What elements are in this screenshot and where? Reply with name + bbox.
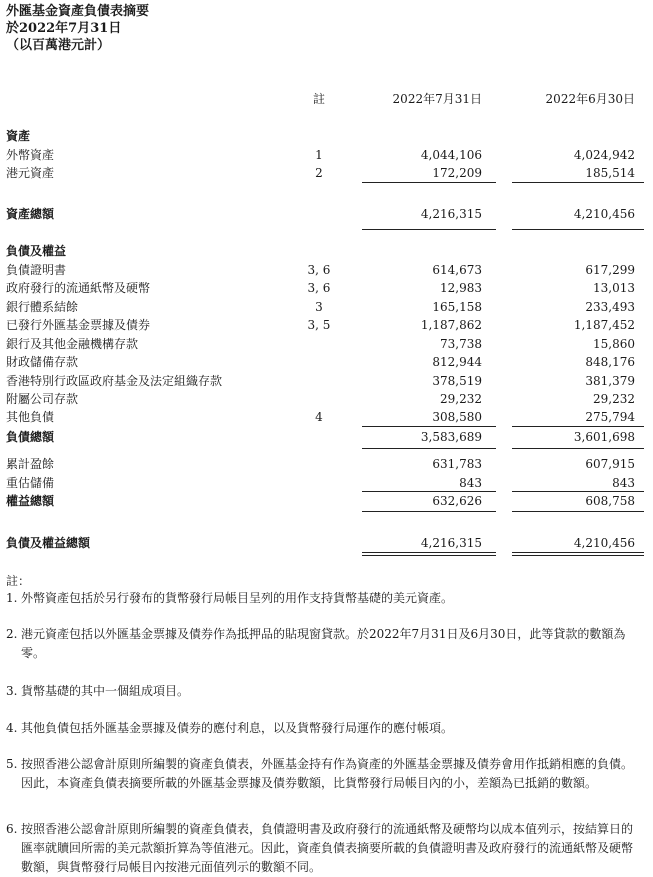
liability-row-current: 12,983 [440,281,482,295]
liabilities-total-rule [362,448,496,449]
asset-row-current: 172,209 [432,166,482,180]
asset-row-previous: 185,514 [585,166,635,180]
liabilities-total-label: 負債總額 [6,430,55,444]
assets-subtotal-rule [362,182,496,183]
grand-total-double-rule [512,555,644,556]
footnote-text: 貨幣基礎的其中一個組成項目。 [21,684,190,698]
equity-row-previous: 843 [612,476,635,490]
grand-total-current: 4,216,315 [420,536,482,550]
footnote-item [6,755,640,793]
liability-row-label: 銀行體系結餘 [6,300,79,314]
liability-row-note: 4 [315,410,323,424]
equity-row-current: 843 [459,476,482,490]
footnote-number: 2. [6,627,18,641]
liability-row-current: 308,580 [432,410,482,424]
assets-total-current: 4,216,315 [420,207,482,221]
footnote-item [6,719,640,738]
footnote-text: 港元資產包括以外匯基金票據及債券作為抵押品的貼現窗貸款。於2022年7月31日及6月30日，此等貸款的數額為零。 [21,627,626,660]
liability-row-current: 1,187,862 [420,318,482,332]
equity-total-previous: 608,758 [585,494,635,508]
liability-row-label: 銀行及其他金融機構存款 [6,337,139,351]
footnote-item [6,625,640,663]
grand-total-previous: 4,210,456 [573,536,635,550]
liability-row-previous: 15,860 [593,337,635,351]
footnote-item [6,682,640,701]
grand-total-double-rule [362,552,496,553]
grand-total-double-rule [362,555,496,556]
equity-subtotal-rule [362,491,496,492]
liability-row-current: 165,158 [432,300,482,314]
footnote-text: 外幣資產包括於另行發布的貨幣發行局帳目呈列的用作支持貨幣基礎的美元資產。 [21,591,454,605]
footnote-number: 1. [6,591,18,605]
asset-row-previous: 4,024,942 [573,148,635,162]
equity-row-current: 631,783 [432,457,482,471]
column-current-header: 2022年7月31日 [392,92,482,106]
liability-row-previous: 1,187,452 [573,318,635,332]
liability-row-label: 附屬公司存款 [6,392,79,406]
liabilities-subtotal-rule [512,426,644,427]
equity-total-label: 權益總額 [6,494,55,508]
liability-row-current: 29,232 [440,392,482,406]
assets-subtotal-rule [512,182,644,183]
liabilities-total-previous: 3,601,698 [573,430,635,444]
asset-row-label: 外幣資產 [6,148,55,162]
liability-row-note: 3, 6 [307,281,331,295]
report-title: 外匯基金資產負債表摘要 [6,4,150,19]
asset-row-label: 港元資產 [6,166,55,180]
liability-row-current: 614,673 [432,263,482,277]
liability-row-label: 財政儲備存款 [6,355,79,369]
equity-total-current: 632,626 [432,494,482,508]
liability-row-label: 其他負債 [6,410,55,424]
equity-total-rule [512,511,644,512]
equity-row-previous: 607,915 [585,457,635,471]
report-unit: （以百萬港元計） [6,38,111,53]
report-date: 於2022年7月31日 [6,21,122,36]
footnote-number: 5. [6,757,18,771]
assets-total-previous: 4,210,456 [573,207,635,221]
liabilities-total-rule [512,448,644,449]
liability-row-note: 3 [315,300,323,314]
liability-row-previous: 617,299 [585,263,635,277]
asset-row-current: 4,044,106 [420,148,482,162]
footnote-number: 6. [6,822,18,836]
column-previous-header: 2022年6月30日 [545,92,635,106]
equity-row-label: 累計盈餘 [6,457,55,471]
liability-row-current: 73,738 [440,337,482,351]
grand-total-double-rule [512,552,644,553]
liabilities-subtotal-rule [362,426,496,427]
footnote-text: 按照香港公認會計原則所編製的資產負債表，負債證明書及政府發行的流通紙幣及硬幣均以成本值列示，按結算日的匯率就贖回所需的美元款額折算為等值港元。因此，資產負債表摘要所載的負債證明書及政府發行的流通紙幣及硬幣數額，與貨幣發行局帳目內按港元面值列示的數額不同。 [21,822,634,874]
liability-row-previous: 233,493 [585,300,635,314]
footnote-text: 按照香港公認會計原則所編製的資產負債表，外匯基金持有作為資產的外匯基金票據及債券會用作抵銷相應的負債。因此，本資產負債表摘要所載的外匯基金票據及債券數額，比貨幣發行局帳目內的小，差額為已抵銷的數額。 [21,757,634,790]
assets-total-rule [362,229,496,230]
liability-row-previous: 848,176 [585,355,635,369]
column-note-header: 註 [312,92,325,106]
assets-heading: 資產 [6,129,31,143]
asset-row-note: 1 [315,148,323,162]
equity-total-rule [362,511,496,512]
assets-total-label: 資產總額 [6,207,55,221]
asset-row-note: 2 [315,166,323,180]
footnote-number: 3. [6,684,18,698]
liabilities-heading: 負債及權益 [6,244,67,258]
liability-row-current: 812,944 [432,355,482,369]
assets-total-rule [512,229,644,230]
liability-row-previous: 381,379 [585,374,635,388]
grand-total-label: 負債及權益總額 [6,536,91,550]
equity-row-label: 重估儲備 [6,476,55,490]
liability-row-note: 3, 5 [307,318,331,332]
footnote-item [6,820,640,877]
liability-row-previous: 13,013 [593,281,635,295]
equity-subtotal-rule [512,491,644,492]
liabilities-total-current: 3,583,689 [420,430,482,444]
liability-row-label: 負債證明書 [6,263,67,277]
liability-row-previous: 29,232 [593,392,635,406]
liability-row-current: 378,519 [432,374,482,388]
liability-row-note: 3, 6 [307,263,331,277]
liability-row-label: 政府發行的流通紙幣及硬幣 [6,281,151,295]
liability-row-previous: 275,794 [585,410,635,424]
footnote-text: 其他負債包括外匯基金票據及債券的應付利息，以及貨幣發行局運作的應付帳項。 [21,721,454,735]
liability-row-label: 香港特別行政區政府基金及法定組織存款 [6,374,223,388]
footnotes-title: 註： [6,574,31,588]
footnote-number: 4. [6,721,18,735]
footnote-item [6,589,640,608]
liability-row-label: 已發行外匯基金票據及債券 [6,318,151,332]
